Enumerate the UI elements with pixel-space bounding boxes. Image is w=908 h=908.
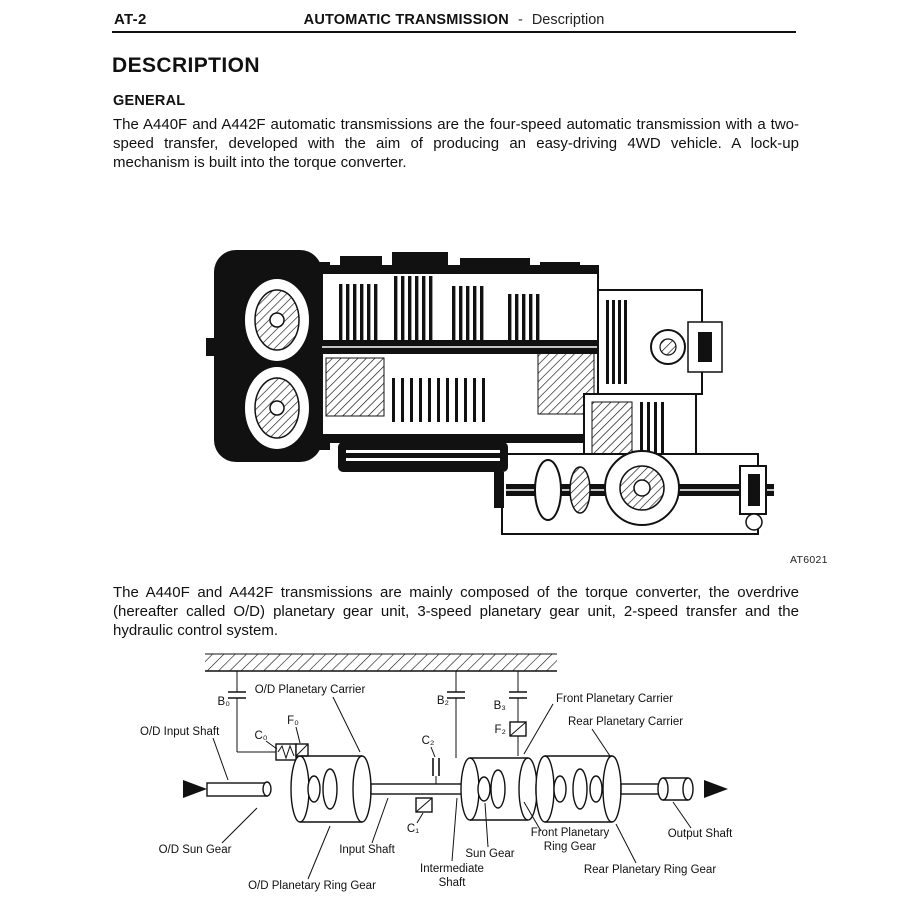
header-title-group <box>112 12 796 28</box>
clutch-c0-symbol <box>276 744 296 760</box>
clutch-c2-symbol <box>433 758 439 784</box>
transfer-case <box>494 451 774 534</box>
label-b0: B₀ <box>217 696 230 708</box>
header-title: AUTOMATIC TRANSMISSION <box>303 12 509 28</box>
label-intermediate-shaft-line2: Shaft <box>438 877 466 889</box>
case-ground-wall <box>205 654 557 671</box>
rear-extension <box>584 290 722 462</box>
label-b3: B₃ <box>493 700 506 712</box>
label-front-planetary-carrier: Front Planetary Carrier <box>556 693 673 705</box>
subsection-title: GENERAL <box>113 93 186 110</box>
powertrain-schematic <box>0 640 908 908</box>
label-b2: B₂ <box>436 695 449 707</box>
paragraph-intro: The A440F and A442F automatic transmissions are the four-speed automatic transmission with a two-speed transfer, developed with the aim of producing an easy-driving 4WD vehicle. A lock-up mechanism is built into the torque converter. <box>113 116 799 171</box>
label-c2: C₂ <box>421 735 435 747</box>
section-title: DESCRIPTION <box>112 54 260 78</box>
label-front-planetary-ring-gear-line2: Ring Gear <box>543 841 597 853</box>
header-rule <box>112 31 796 33</box>
label-intermediate-shaft-line1: Intermediate <box>420 863 484 875</box>
label-od-planetary-ring-gear: O/D Planetary Ring Gear <box>248 880 376 892</box>
label-od-input-shaft: O/D Input Shaft <box>140 726 220 738</box>
label-front-planetary-ring-gear-line1: Front Planetary <box>530 827 610 839</box>
clutch-c1-symbol <box>416 798 432 812</box>
label-input-shaft: Input Shaft <box>339 844 395 856</box>
torque-converter-housing <box>206 250 330 462</box>
one-way-clutch-f0-symbol <box>296 744 308 756</box>
brake-b3-clutch-f2-symbol <box>509 671 527 756</box>
label-c0: C₀ <box>254 730 268 742</box>
label-rear-planetary-ring-gear: Rear Planetary Ring Gear <box>583 864 717 876</box>
brake-b2-symbol <box>447 671 465 758</box>
page-header <box>112 11 796 31</box>
paragraph-composition: The A440F and A442F transmissions are mainly composed of the torque converter, the overdrive (hereafter called O/D) planetary gear unit, 3-speed planetary gear unit, 2-speed transfer and the hydraulic control system. <box>113 584 799 639</box>
label-rear-planetary-carrier: Rear Planetary Carrier <box>568 716 684 728</box>
header-subtitle: Description <box>531 12 605 28</box>
label-od-planetary-carrier: O/D Planetary Carrier <box>254 684 366 696</box>
header-separator: - <box>517 12 523 28</box>
label-output-shaft: Output Shaft <box>667 828 733 840</box>
label-f0: F₀ <box>287 715 299 727</box>
figure-code: AT6021 <box>790 554 828 566</box>
page-code: AT-2 <box>114 11 147 28</box>
label-sun-gear: Sun Gear <box>465 848 515 860</box>
transmission-cutaway-drawing <box>40 226 908 576</box>
transmission-cutaway-figure <box>40 226 908 578</box>
label-od-sun-gear: O/D Sun Gear <box>158 844 232 856</box>
label-f2: F₂ <box>494 724 506 736</box>
label-c1: C₁ <box>406 823 420 835</box>
oil-pan <box>338 442 508 472</box>
